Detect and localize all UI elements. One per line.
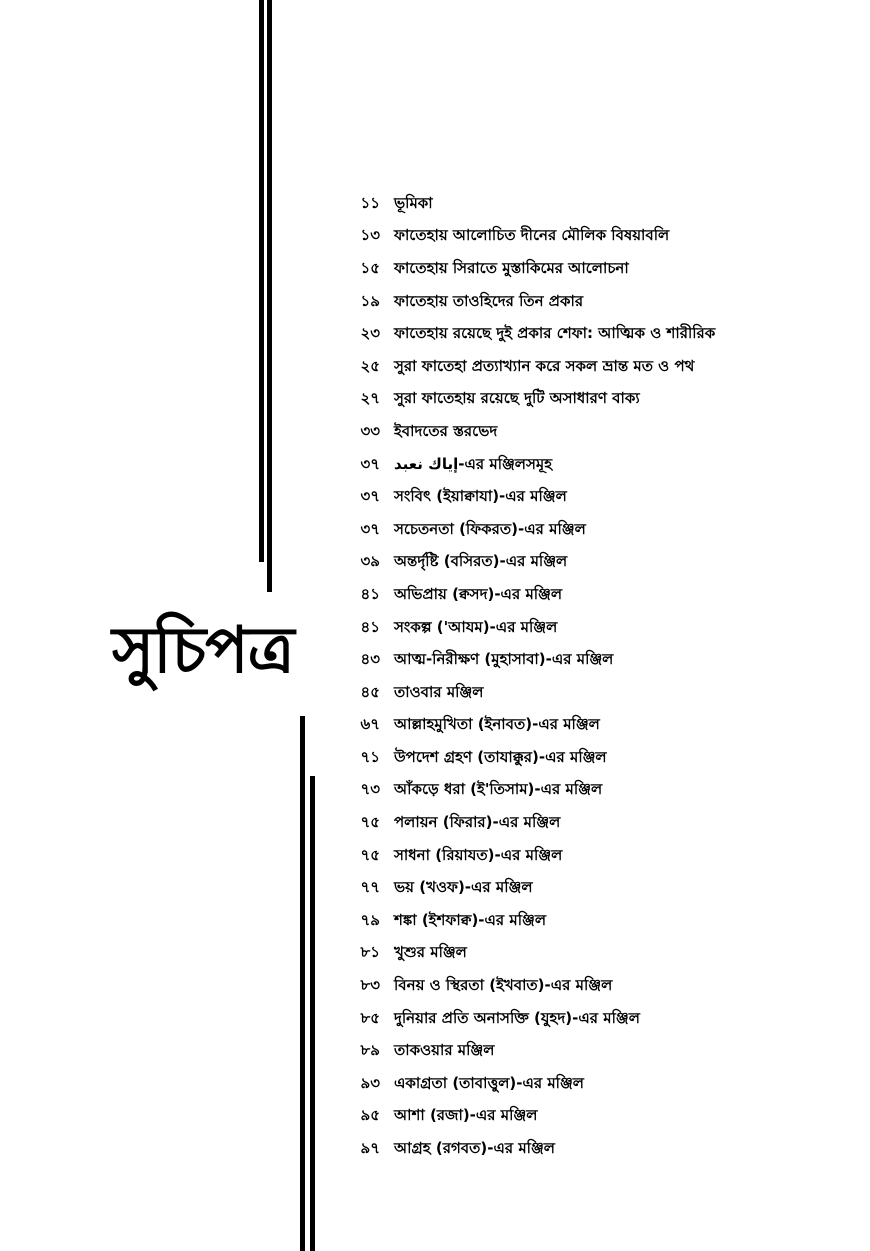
- page-number: ৪১: [360, 584, 380, 603]
- toc-entry: [340, 481, 860, 514]
- toc-entry: [340, 938, 860, 971]
- page-number: ৮৩: [360, 976, 380, 995]
- page-number: ৪১: [360, 617, 380, 636]
- toc-entry: [340, 710, 860, 743]
- entry-title: বিনয় ও স্থিরতা (ইখবাত)-এর মঞ্জিল: [394, 976, 613, 995]
- page-number: ৩৯: [360, 552, 380, 571]
- entry-title: ভয় (খওফ)-এর মঞ্জিল: [394, 878, 533, 897]
- table-of-contents: [340, 188, 860, 1166]
- page-number: ৭৩: [360, 780, 380, 799]
- entry-title: খুশুর মঞ্জিল: [394, 943, 467, 962]
- page-number: ৪৫: [360, 682, 380, 701]
- entry-title: সাধনা (রিয়াযত)-এর মঞ্জিল: [394, 845, 563, 864]
- page-number: ৮১: [360, 943, 380, 962]
- toc-entry: [340, 579, 860, 612]
- toc-entry: [340, 905, 860, 938]
- page-number: ৭১: [360, 747, 380, 766]
- entry-title: সংবিৎ (ইয়াক্বাযা)-এর মঞ্জিল: [394, 487, 567, 506]
- entry-title: إياك نعبد-এর মঞ্জিলসমূহ: [394, 454, 553, 473]
- toc-entry: [340, 1035, 860, 1068]
- entry-title: ইবাদতের স্তরভেদ: [394, 421, 498, 440]
- page-number: ৯৩: [360, 1073, 380, 1092]
- page-number: ৪৩: [360, 650, 380, 669]
- toc-entry: [340, 384, 860, 417]
- entry-title: পলায়ন (ফিরার)-এর মঞ্জিল: [394, 813, 561, 832]
- toc-entry: [340, 547, 860, 580]
- page-title: সুচিপত্র: [112, 613, 294, 688]
- entry-title: আগ্রহ (রগবত)-এর মঞ্জিল: [394, 1139, 555, 1158]
- page-number: ৩৭: [360, 454, 380, 473]
- toc-entry: [340, 742, 860, 775]
- toc-entry: [340, 807, 860, 840]
- entry-title: দুনিয়ার প্রতি অনাসক্তি (যুহদ)-এর মঞ্জিল: [394, 1008, 640, 1027]
- entry-title: ফাতেহায় তাওহিদের তিন প্রকার: [394, 291, 584, 310]
- page-number: ২৩: [360, 324, 380, 343]
- divider-line: [267, 0, 272, 592]
- toc-entry: [340, 221, 860, 254]
- toc-entry: [340, 1068, 860, 1101]
- page-number: ৮৯: [360, 1041, 380, 1060]
- page-number: ১৩: [360, 226, 380, 245]
- entry-title: তাকওয়ার মঞ্জিল: [394, 1041, 495, 1060]
- page-number: ৩৩: [360, 421, 380, 440]
- page-number: ৭৫: [360, 845, 380, 864]
- toc-entry: [340, 514, 860, 547]
- toc-entry: [340, 351, 860, 384]
- toc-entry: [340, 1003, 860, 1036]
- toc-entry: [340, 188, 860, 221]
- page-number: ১৫: [360, 258, 380, 277]
- toc-entry: [340, 1101, 860, 1134]
- entry-title: উপদেশ গ্রহণ (তাযাক্কুর)-এর মঞ্জিল: [394, 747, 607, 766]
- toc-entry: [340, 612, 860, 645]
- entry-title: আল্লাহমুখিতা (ইনাবত)-এর মঞ্জিল: [394, 715, 600, 734]
- toc-entry: [340, 677, 860, 710]
- toc-entry: [340, 1133, 860, 1166]
- divider-line: [259, 0, 264, 562]
- page-number: ৭৫: [360, 813, 380, 832]
- entry-title: ফাতেহায় আলোচিত দীনের মৌলিক বিষয়াবলি: [394, 226, 670, 245]
- entry-title: অভিপ্রায় (ক্বসদ)-এর মঞ্জিল: [394, 584, 563, 603]
- entry-title: অন্তর্দৃষ্টি (বসিরত)-এর মঞ্জিল: [394, 552, 568, 571]
- entry-title: ভূমিকা: [394, 193, 433, 212]
- page-number: ২৭: [360, 389, 380, 408]
- entry-title: সংকল্প ('আযম)-এর মঞ্জিল: [394, 617, 558, 636]
- page-number: ৬৭: [360, 715, 380, 734]
- toc-entry: [340, 840, 860, 873]
- entry-title: আঁকড়ে ধরা (ই'তিসাম)-এর মঞ্জিল: [394, 780, 603, 799]
- entry-title: সুরা ফাতেহা প্রত্যাখ্যান করে সকল ভ্রান্ত মত ও পথ: [394, 356, 695, 375]
- toc-entry: [340, 872, 860, 905]
- page-number: ৩৭: [360, 487, 380, 506]
- toc-entry: [340, 286, 860, 319]
- page-number: ৭৯: [360, 910, 380, 929]
- page-number: ৮৫: [360, 1008, 380, 1027]
- page-number: ৯৭: [360, 1139, 380, 1158]
- entry-title: তাওবার মঞ্জিল: [394, 682, 484, 701]
- toc-entry: [340, 644, 860, 677]
- toc-entry: [340, 775, 860, 808]
- page-number: ২৫: [360, 356, 380, 375]
- entry-title: ফাতেহায় রয়েছে দুই প্রকার শেফা: আত্মিক ও শারীরিক: [394, 324, 716, 343]
- entry-title: আত্ম-নিরীক্ষণ (মুহাসাবা)-এর মঞ্জিল: [394, 650, 614, 669]
- divider-line: [300, 716, 305, 1251]
- entry-title: একাগ্রতা (তাবাত্তুল)-এর মঞ্জিল: [394, 1073, 584, 1092]
- toc-entry: [340, 253, 860, 286]
- entry-title: ফাতেহায় সিরাতে মুস্তাকিমের আলোচনা: [394, 258, 629, 277]
- entry-title: সচেতনতা (ফিকরত)-এর মঞ্জিল: [394, 519, 586, 538]
- entry-title: শঙ্কা (ইশফাক্ব)-এর মঞ্জিল: [394, 910, 547, 929]
- entry-title: সুরা ফাতেহায় রয়েছে দুটি অসাধারণ বাক্য: [394, 389, 640, 408]
- page-number: ৭৭: [360, 878, 380, 897]
- page-number: ১১: [360, 193, 380, 212]
- toc-entry: [340, 449, 860, 482]
- toc-entry: [340, 416, 860, 449]
- entry-title: আশা (রজা)-এর মঞ্জিল: [394, 1106, 538, 1125]
- divider-line: [310, 776, 315, 1251]
- toc-entry: [340, 318, 860, 351]
- page-number: ৩৭: [360, 519, 380, 538]
- page-number: ১৯: [360, 291, 380, 310]
- toc-entry: [340, 970, 860, 1003]
- page-number: ৯৫: [360, 1106, 380, 1125]
